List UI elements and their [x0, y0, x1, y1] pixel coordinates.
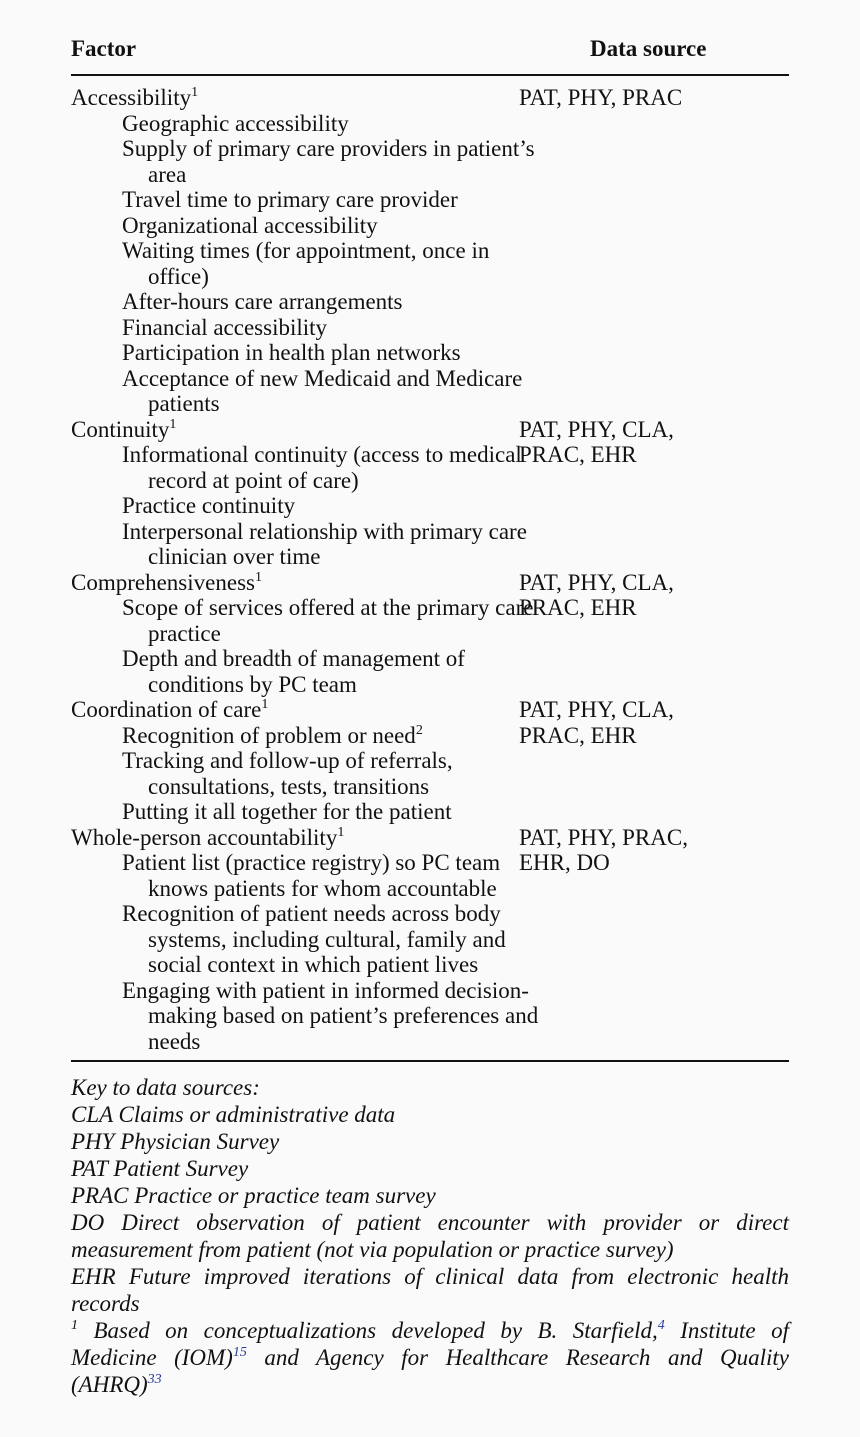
factor-name: Comprehensiveness [71, 569, 255, 595]
subfactor-text: Participation in health plan networks [122, 340, 461, 365]
factor-label [71, 570, 519, 596]
subfactor-item [71, 111, 553, 137]
factor-cell [0, 697, 519, 825]
footnote-marker: 2 [415, 722, 423, 738]
data-source-line: PRAC, EHR [519, 442, 637, 467]
subfactor-item [71, 850, 553, 901]
subfactor-text: Engaging with patient in informed decision-making based on patient’s preferences and needs [122, 977, 539, 1054]
factor-cell [0, 824, 539, 1055]
subfactor-item [71, 595, 553, 646]
factor-name: Coordination of care [71, 697, 262, 722]
subfactor-item [71, 315, 553, 341]
subfactor-item [71, 442, 553, 493]
data-source-line: EHR, DO [519, 850, 610, 875]
reference-link[interactable]: 4 [657, 1318, 665, 1333]
factor-name: Accessibility [71, 85, 192, 110]
factor-label [71, 417, 519, 443]
factor-label [71, 825, 519, 851]
source-note [71, 1317, 789, 1398]
note-text: Based on conceptualizations developed by B. Starfield, [93, 1318, 658, 1343]
factor-name: Whole-person accountability [71, 824, 338, 850]
key-entry: PHY Physician Survey [71, 1129, 280, 1154]
subfactor-text: Practice continuity [122, 493, 296, 518]
key-entry: EHR Future improved iterations of clinical data from electronic health records [71, 1264, 789, 1316]
note-text: Institute of Medicine (IOM) [71, 1318, 789, 1370]
key-title: Key to data sources: [71, 1075, 260, 1100]
subfactor-text: Patient list (practice registry) so PC team knows patients for whom accountable [122, 850, 501, 901]
table-body [0, 85, 860, 1054]
subfactor-item [71, 366, 553, 417]
data-source-cell [519, 417, 719, 570]
column-header-data-source: Data source [590, 36, 707, 61]
subfactor-item [71, 213, 553, 239]
factor-label [71, 85, 519, 111]
reference-link[interactable]: 15 [232, 1345, 247, 1360]
data-source-cell [519, 85, 719, 417]
key-entry: PRAC Practice or practice team survey [71, 1183, 436, 1208]
subfactor-text: Organizational accessibility [122, 212, 378, 238]
factor-cell [0, 569, 534, 698]
subfactor-item [71, 799, 553, 825]
subfactor-item [71, 723, 553, 749]
subfactor-item [71, 289, 553, 315]
subfactor-text: Recognition of patient needs across body systems, including cultural, family and social context in which patient lives [122, 901, 506, 977]
table-row [0, 85, 860, 417]
subfactor-item [71, 519, 553, 570]
data-source-cell [519, 570, 719, 698]
subfactor-text: Geographic accessibility [122, 110, 349, 136]
table-row [0, 697, 860, 825]
data-source-line: PAT, PHY, CLA, [519, 569, 674, 595]
subfactor-text: Financial accessibility [122, 314, 328, 340]
key-entry: PAT Patient Survey [71, 1156, 249, 1181]
data-source-line: PAT, PHY, CLA, [519, 416, 674, 442]
subfactor-item [71, 187, 553, 213]
table-row [0, 825, 860, 1055]
subfactor-item [71, 493, 553, 519]
header-rule [71, 74, 789, 76]
factor-name: Continuity [71, 416, 170, 442]
subfactor-text: Acceptance of new Medicaid and Medicare patients [122, 365, 523, 416]
data-source-cell [519, 697, 719, 825]
data-source-line: PRAC, EHR [519, 722, 637, 748]
subfactor-text: Supply of primary care providers in patient’s area [122, 136, 535, 187]
reference-link[interactable]: 33 [147, 1372, 162, 1387]
data-source-line: PAT, PHY, CLA, [519, 697, 674, 722]
footnote-marker: 1 [337, 824, 345, 840]
footnote-marker: 1 [191, 85, 199, 100]
footnote-marker: 1 [254, 569, 262, 585]
subfactor-text: Informational continuity (access to medical record at point of care) [122, 442, 522, 493]
subfactor-item [71, 136, 553, 187]
key-entry: CLA Claims or administrative data [71, 1102, 396, 1127]
data-source-line: PAT, PHY, PRAC [519, 85, 683, 110]
table-row [0, 417, 860, 570]
footnote-marker: 1 [169, 416, 177, 432]
subfactor-text: After-hours care arrangements [122, 289, 403, 314]
subfactor-item [71, 901, 553, 978]
subfactor-text: Depth and breadth of management of conditions by PC team [122, 646, 465, 697]
factor-label [71, 697, 519, 723]
data-source-cell [519, 825, 719, 1055]
subfactor-text: Travel time to primary care provider [122, 187, 458, 212]
subfactor-item [71, 340, 553, 366]
subfactor-text: Tracking and follow-up of referrals, consultations, tests, transitions [122, 748, 453, 799]
subfactor-text: Scope of services offered at the primary care practice [122, 595, 534, 646]
table-footnotes [71, 1074, 789, 1398]
factor-cell [0, 416, 527, 570]
key-entry: DO Direct observation of patient encounter with provider or direct measurement from patient (not via population or practice survey) [71, 1210, 789, 1262]
data-source-line: PRAC, EHR [519, 595, 637, 620]
note-marker: 1 [71, 1318, 78, 1333]
table-row [0, 570, 860, 698]
subfactor-item [71, 646, 553, 697]
subfactor-text: Interpersonal relationship with primary care clinician over time [122, 518, 527, 569]
subfactor-text: Putting it all together for the patient [122, 799, 452, 824]
subfactor-text: Waiting times (for appointment, once in office) [122, 238, 490, 289]
subfactor-item [71, 748, 553, 799]
column-header-factor: Factor [71, 36, 137, 61]
bottom-rule [71, 1060, 789, 1062]
subfactor-text: Recognition of problem or need [122, 722, 416, 748]
subfactor-item [71, 978, 553, 1055]
factor-cell [0, 85, 535, 417]
data-source-line: PAT, PHY, PRAC, [519, 824, 688, 850]
subfactor-item [71, 238, 553, 289]
note-text: and Agency for Healthcare Research and Quality (AHRQ) [71, 1345, 789, 1397]
footnote-marker: 1 [261, 697, 269, 712]
